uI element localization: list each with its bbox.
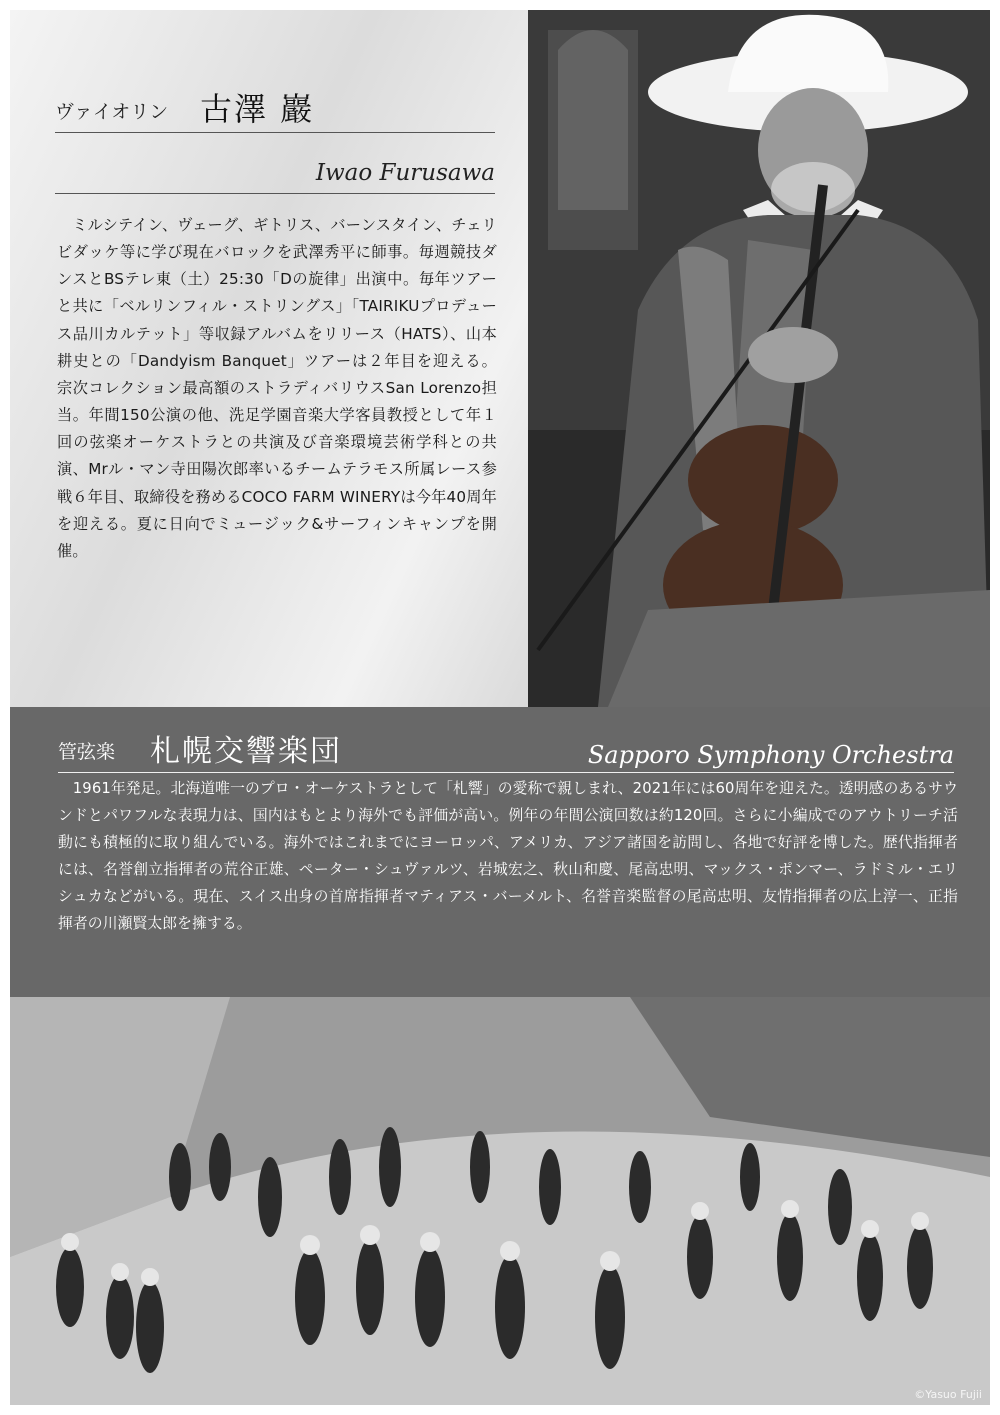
orchestra-role: 管弦楽 — [58, 741, 116, 763]
violinist-role: ヴァイオリン — [55, 101, 169, 123]
violinist-name-jp: 古澤 巖 — [200, 90, 315, 128]
orchestra-photo-illustration — [10, 997, 990, 1405]
orchestra-bio: 1961年発足。北海道唯一のプロ・オーケストラとして「札響」の愛称で親しまれ、2021年には60周年を迎えた。透明感のあるサウンドとパワフルな表現力は、国内はもとより海外でも評価が高い。例年の年間公演回数は約120回。さらに小編成でのアウトリーチ活動にも積極的に取り組んでいる。海外ではこれまでにヨーロッパ、アメリカ、アジア諸国を訪問し、各地で好評を博した。歴代指揮者には、名誉創立指揮者の荒谷正雄、ペーター・シュヴァルツ、岩城宏之、秋山和慶、尾高忠明、マックス・ポンマー、ラドミル・エリシュカなどがいる。現在、スイス出身の首席指揮者マティアス・バーメルト、名誉音楽監督の尾高忠明、友情指揮者の広上淳一、正指揮者の川瀬賢太郎を擁する。 — [58, 780, 958, 932]
orchestra-name-header — [58, 730, 954, 773]
violinist-bio: ミルシテイン、ヴェーグ、ギトリス、バーンスタイン、チェリビダッケ等に学び現在バロックを武澤秀平に師事。毎週競技ダンスとBSテレ東（土）25:30「Dの旋律」出演中。毎年ツアーと共に「ベルリンフィル・ストリングス」「TAIRIKUプロデュース品川カルテット」等収録アルバムをリリース（HATS）、山本耕史との「Dandyism Banquet」ツアーは２年目を迎える。宗次コレクション最高額のストラディバリウスSan Lorenzo担当。年間150公演の他、洗足学園音楽大学客員教授として年１回の弦楽オーケストラとの共演及び音楽環境芸術学科との共演、Mrル・マン寺田陽次郎率いるチームテラモス所属レース参戦６年目、取締役を務めるCOCO FARM WINERYは今年40周年を迎える。夏に日向でミュージック&サーフィンキャンプを開催。 — [57, 216, 497, 560]
orchestra-name-en: Sapporo Symphony Orchestra — [587, 741, 954, 769]
photo-credit: ©Yasuo Fujii — [914, 1388, 982, 1401]
violinist-photo-illustration — [528, 10, 990, 707]
divider — [55, 193, 495, 194]
violinist-name-header — [55, 88, 495, 133]
violinist-photo — [528, 10, 990, 707]
violinist-name-en: Iwao Furusawa — [315, 160, 495, 186]
orchestra-photo — [10, 997, 990, 1405]
orchestra-name-jp: 札幌交響楽団 — [150, 734, 342, 769]
